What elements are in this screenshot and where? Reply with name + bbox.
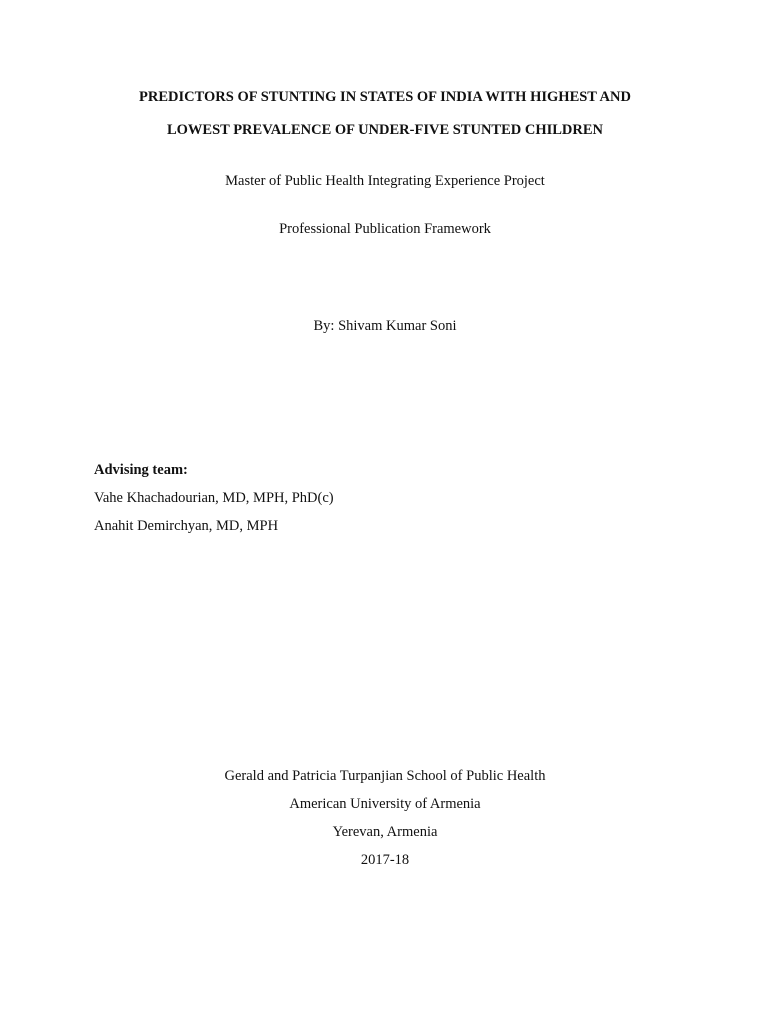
title-line-2: LOWEST PREVALENCE OF UNDER-FIVE STUNTED CHILDREN — [166, 122, 604, 138]
title-line-1: PREDICTORS OF STUNTING IN STATES OF INDIA WITH HIGHEST AND — [139, 89, 631, 105]
advisor-2: Anahit Demirchyan, MD, MPH — [94, 518, 279, 534]
school-name: Gerald and Patricia Turpanjian School of Public Health — [224, 768, 546, 784]
academic-year: 2017-18 — [360, 852, 410, 868]
advising-team-heading: Advising team: — [94, 462, 188, 478]
framework-label: Professional Publication Framework — [279, 221, 491, 237]
location: Yerevan, Armenia — [332, 824, 438, 840]
advisor-1: Vahe Khachadourian, MD, MPH, PhD(c) — [94, 490, 334, 506]
author-line: By: Shivam Kumar Soni — [313, 318, 457, 334]
project-subtitle: Master of Public Health Integrating Experience Project — [225, 173, 545, 189]
university-name: American University of Armenia — [289, 796, 481, 812]
